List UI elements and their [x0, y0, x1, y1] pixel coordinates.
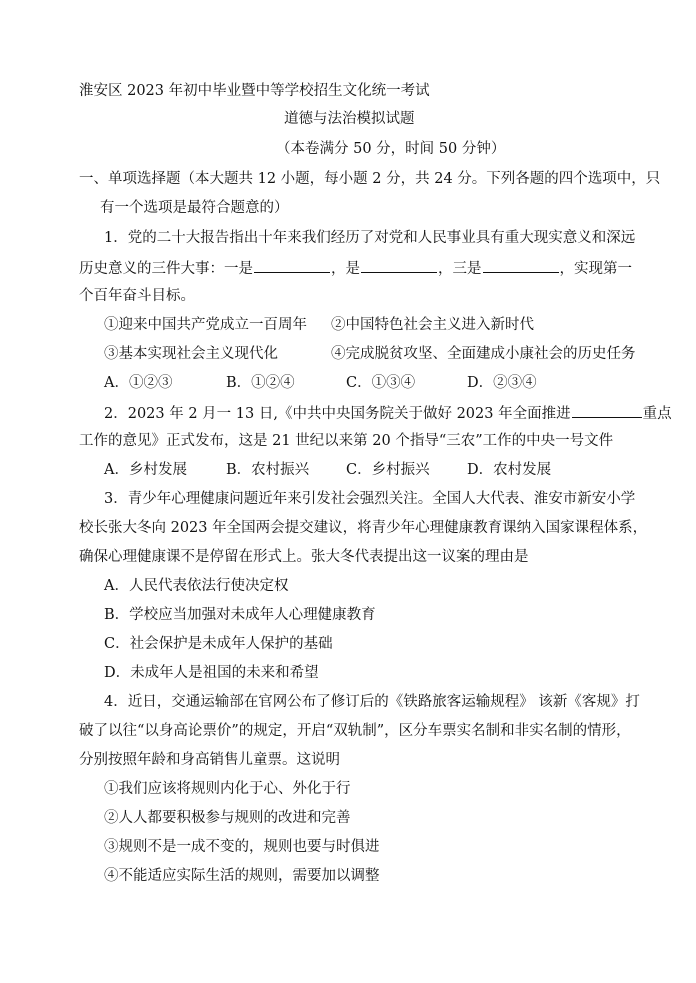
- q2-stem: [104, 403, 672, 423]
- answer-blank: [361, 258, 437, 273]
- q2-option-a: A．乡村发展: [104, 462, 187, 478]
- q1-stem-part: 历史意义的三件大事：一是: [79, 261, 253, 277]
- section-heading: 一、单项选择题（本大题共 12 小题，每小题 2 分，共 24 分。下列各题的四个选项中，只: [79, 171, 661, 187]
- q3-option-d: D．未成年人是祖国的未来和希望: [104, 665, 319, 681]
- q1-option-a: A．①②③: [104, 375, 173, 391]
- q1-option-c: C．①③④: [346, 375, 416, 391]
- q2-option-b: B．农村振兴: [226, 462, 310, 478]
- exam-title: 道德与法治模拟试题: [284, 111, 415, 127]
- answer-blank: [483, 258, 559, 273]
- q3-option-a: A．人民代表依法行使决定权: [104, 578, 289, 594]
- q4-stem-line2: 破了以往“以身高论票价”的规定，开启“双轨制”，区分车票实名制和非实名制的情形，: [79, 723, 631, 739]
- q1-item-1: ①迎来中国共产党成立一百周年: [104, 317, 307, 333]
- q2-option-d: D．农村发展: [467, 462, 552, 478]
- q1-item-3: ③基本实现社会主义现代化: [104, 346, 278, 362]
- q1-option-b: B．①②④: [226, 375, 295, 391]
- q4-stem-line3: 分别按照年龄和身高销售儿童票。这说明: [79, 752, 340, 768]
- q1-stem-line3: 个百年奋斗目标。: [79, 288, 195, 304]
- answer-blank: [572, 403, 642, 418]
- exam-note: （本卷满分 50 分，时间 50 分钟）: [276, 141, 506, 157]
- q2-option-c: C．乡村振兴: [346, 462, 430, 478]
- q1-item-4: ④完成脱贫攻坚、全面建成小康社会的历史任务: [331, 346, 636, 362]
- q4-stem: 4．近日，交通运输部在官网公布了修订后的《铁路旅客运输规程》 该新《客规》打: [104, 694, 640, 710]
- q4-item-2: ②人人都要积极参与规则的改进和完善: [104, 810, 351, 826]
- q3-stem: 3．青少年心理健康问题近年来引发社会强烈关注。全国人大代表、淮安市新安小学: [104, 491, 636, 507]
- q3-stem-line3: 确保心理健康课不是停留在形式上。张大冬代表提出这一议案的理由是: [79, 549, 529, 565]
- q1-stem-line2: [79, 258, 632, 278]
- q3-option-b: B．学校应当加强对未成年人心理健康教育: [104, 607, 376, 623]
- q4-item-3: ③规则不是一成不变的，规则也要与时俱进: [104, 839, 380, 855]
- q1-item-2: ②中国特色社会主义进入新时代: [331, 317, 534, 333]
- section-heading-cont: 有一个选项是最符合题意的）: [100, 200, 289, 216]
- q1-option-d: D．②③④: [467, 375, 537, 391]
- answer-blank: [254, 258, 330, 273]
- q4-item-4: ④不能适应实际生活的规则，需要加以调整: [104, 868, 380, 884]
- q2-stem-line2: 工作的意见》正式发布，这是 21 世纪以来第 20 个指导“三农”工作的中央一号文件: [79, 433, 614, 449]
- q1-stem: 1．党的二十大报告指出十年来我们经历了对党和人民事业具有重大现实意义和深远: [104, 230, 636, 246]
- q3-option-c: C．社会保护是未成年人保护的基础: [104, 636, 333, 652]
- q2-stem-part: 重点: [642, 406, 672, 422]
- exam-header: 淮安区 2023 年初中毕业暨中等学校招生文化统一考试: [79, 83, 430, 99]
- q1-stem-part: ，实现第一: [559, 261, 632, 277]
- q4-item-1: ①我们应该将规则内化于心、外化于行: [104, 781, 351, 797]
- q3-stem-line2: 校长张大冬向 2023 年全国两会提交建议，将青少年心理健康教育课纳入国家课程体系，: [79, 520, 648, 536]
- q1-stem-part: ，是: [331, 261, 360, 277]
- q2-stem-part: 2．2023 年 2 月一 13 日,《中共中央国务院关于做好 2023 年全面推进: [104, 406, 571, 422]
- q1-stem-part: ，三是: [438, 261, 482, 277]
